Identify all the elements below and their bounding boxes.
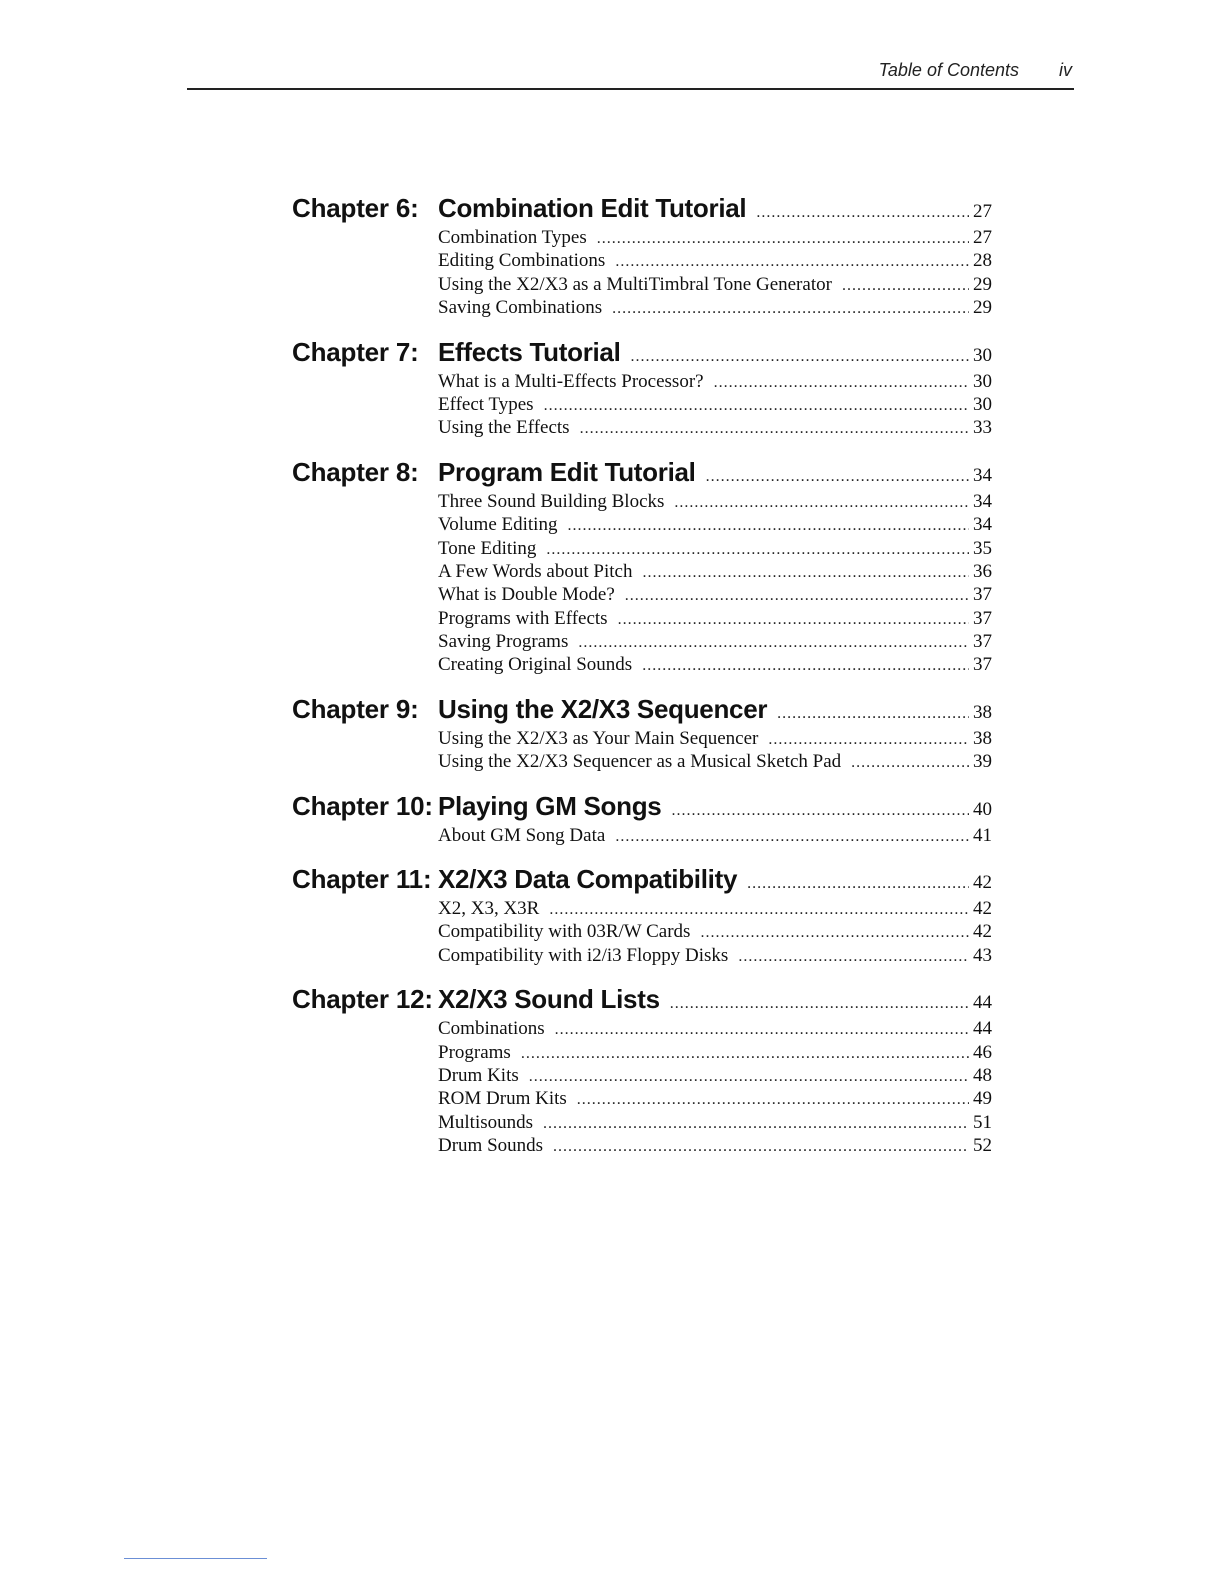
entry-page-number: 39 bbox=[973, 751, 992, 773]
entry-title: Using the Effects bbox=[438, 417, 570, 439]
dot-leader bbox=[851, 754, 969, 772]
dot-leader bbox=[555, 1021, 969, 1039]
running-header bbox=[187, 58, 1074, 90]
dot-leader bbox=[738, 948, 969, 966]
entry-title: About GM Song Data bbox=[438, 824, 606, 846]
header-title: Table of Contents bbox=[878, 60, 1019, 80]
entry-page-number: 30 bbox=[973, 370, 992, 392]
chapter-entries bbox=[438, 825, 992, 848]
chapter-page-number: 38 bbox=[973, 701, 992, 723]
chapter-section bbox=[292, 457, 992, 678]
chapter-page-number: 30 bbox=[973, 344, 992, 366]
entry-title: ROM Drum Kits bbox=[438, 1088, 567, 1110]
entry-page-number: 42 bbox=[973, 921, 992, 943]
chapter-page-number: 42 bbox=[973, 872, 992, 894]
entry-page-number: 34 bbox=[973, 490, 992, 512]
entry-page-number: 37 bbox=[973, 631, 992, 653]
entry-page-number: 27 bbox=[973, 227, 992, 248]
dot-leader bbox=[625, 587, 969, 605]
toc-entry[interactable] bbox=[438, 371, 992, 394]
dot-leader bbox=[671, 802, 969, 820]
entry-page-number: 33 bbox=[973, 417, 992, 439]
chapter-entries bbox=[438, 371, 992, 441]
toc-entry[interactable] bbox=[438, 898, 992, 921]
entry-title: Effect Types bbox=[438, 393, 534, 415]
entry-page-number: 36 bbox=[973, 560, 992, 582]
entry-page-number: 38 bbox=[973, 727, 992, 749]
toc-entry[interactable] bbox=[438, 561, 992, 584]
chapter-section bbox=[292, 864, 992, 968]
chapter-page-number: 34 bbox=[973, 464, 992, 486]
entry-title: Drum Sounds bbox=[438, 1135, 544, 1157]
entry-title: Compatibility with 03R/W Cards bbox=[438, 921, 691, 943]
dot-leader bbox=[549, 901, 969, 919]
chapter-title: Playing GM Songs bbox=[438, 790, 662, 821]
dot-leader bbox=[612, 300, 969, 318]
chapter-label: Chapter 10: bbox=[292, 790, 433, 821]
chapter-heading[interactable] bbox=[292, 337, 992, 371]
entry-title: Saving Combinations bbox=[438, 297, 603, 319]
entry-title: Using the X2/X3 Sequencer as a Musical Sketch Pad bbox=[438, 751, 842, 773]
dot-leader bbox=[597, 230, 969, 248]
entry-title: Three Sound Building Blocks bbox=[438, 490, 665, 512]
chapter-heading[interactable] bbox=[292, 864, 992, 898]
entry-title: What is Double Mode? bbox=[438, 584, 615, 606]
dot-leader bbox=[544, 397, 969, 415]
dot-leader bbox=[700, 924, 969, 942]
toc-entry[interactable] bbox=[438, 227, 992, 250]
toc-entry[interactable] bbox=[438, 514, 992, 537]
dot-leader bbox=[631, 348, 969, 366]
chapter-heading[interactable] bbox=[292, 694, 992, 728]
entry-title: Tone Editing bbox=[438, 537, 537, 559]
chapter-entries bbox=[438, 728, 992, 775]
toc-entry[interactable] bbox=[438, 250, 992, 273]
dot-leader bbox=[674, 494, 969, 512]
chapter-section bbox=[292, 337, 992, 441]
entry-title: Using the X2/X3 as a MultiTimbral Tone Generator bbox=[438, 273, 832, 295]
entry-title: Programs with Effects bbox=[438, 607, 608, 629]
entry-page-number: 35 bbox=[973, 537, 992, 559]
entry-title: What is a Multi-Effects Processor? bbox=[438, 370, 704, 392]
chapter-title: X2/X3 Data Compatibility bbox=[438, 864, 738, 895]
entry-title: Combination Types bbox=[438, 227, 587, 248]
dot-leader bbox=[670, 995, 969, 1013]
toc-entry[interactable] bbox=[438, 297, 992, 320]
dot-leader bbox=[578, 634, 969, 652]
toc-entry[interactable] bbox=[438, 825, 992, 848]
entry-page-number: 48 bbox=[973, 1064, 992, 1086]
entry-page-number: 34 bbox=[973, 514, 992, 536]
chapter-section bbox=[292, 694, 992, 775]
chapter-label: Chapter 11: bbox=[292, 864, 432, 895]
dot-leader bbox=[615, 828, 969, 846]
chapter-heading[interactable] bbox=[292, 791, 992, 825]
chapter-section bbox=[292, 193, 992, 321]
dot-leader bbox=[580, 420, 969, 438]
chapter-section bbox=[292, 984, 992, 1158]
toc-entry[interactable] bbox=[438, 584, 992, 607]
dot-leader bbox=[777, 705, 969, 723]
chapter-label: Chapter 6: bbox=[292, 193, 419, 223]
toc-entry[interactable] bbox=[438, 751, 992, 774]
dot-leader bbox=[747, 875, 969, 893]
chapter-label: Chapter 9: bbox=[292, 693, 419, 724]
toc-entry[interactable] bbox=[438, 631, 992, 654]
entry-title: X2, X3, X3R bbox=[438, 898, 540, 920]
dot-leader bbox=[642, 657, 969, 675]
entry-title: Drum Kits bbox=[438, 1064, 519, 1086]
entry-page-number: 52 bbox=[973, 1135, 992, 1157]
toc-entry[interactable] bbox=[438, 945, 992, 968]
header-page-number: iv bbox=[1059, 60, 1072, 80]
toc-entry[interactable] bbox=[438, 1042, 992, 1065]
dot-leader bbox=[577, 1091, 969, 1109]
toc-entry[interactable] bbox=[438, 491, 992, 514]
toc-entry[interactable] bbox=[438, 394, 992, 417]
entry-page-number: 37 bbox=[973, 607, 992, 629]
chapter-entries bbox=[438, 898, 992, 968]
dot-leader bbox=[706, 468, 969, 486]
dot-leader bbox=[546, 541, 969, 559]
chapter-entries bbox=[438, 227, 992, 321]
dot-leader bbox=[768, 731, 969, 749]
dot-leader bbox=[642, 564, 969, 582]
toc-entry[interactable] bbox=[438, 274, 992, 297]
dot-leader bbox=[567, 517, 969, 535]
chapter-label: Chapter 12: bbox=[292, 984, 433, 1015]
dot-leader bbox=[521, 1045, 969, 1063]
entry-page-number: 28 bbox=[973, 250, 992, 272]
toc-entry[interactable] bbox=[438, 1112, 992, 1135]
entry-page-number: 42 bbox=[973, 898, 992, 920]
entry-page-number: 29 bbox=[973, 297, 992, 319]
toc-entry[interactable] bbox=[438, 1018, 992, 1041]
table-of-contents bbox=[292, 193, 992, 1175]
toc-entry[interactable] bbox=[438, 1065, 992, 1088]
chapter-heading[interactable] bbox=[292, 457, 992, 491]
entry-page-number: 44 bbox=[973, 1018, 992, 1040]
chapter-title: Using the X2/X3 Sequencer bbox=[438, 693, 768, 724]
toc-entry[interactable] bbox=[438, 1135, 992, 1158]
chapter-entries bbox=[438, 1018, 992, 1158]
chapter-page-number: 27 bbox=[973, 201, 992, 222]
entry-page-number: 43 bbox=[973, 944, 992, 966]
entry-page-number: 41 bbox=[973, 824, 992, 846]
chapter-label: Chapter 8: bbox=[292, 456, 419, 487]
toc-entry[interactable] bbox=[438, 921, 992, 944]
entry-title: Using the X2/X3 as Your Main Sequencer bbox=[438, 727, 759, 749]
chapter-title: Effects Tutorial bbox=[438, 336, 621, 367]
toc-entry[interactable] bbox=[438, 728, 992, 751]
entry-title: Editing Combinations bbox=[438, 250, 606, 272]
chapter-label: Chapter 7: bbox=[292, 336, 419, 367]
chapter-title: X2/X3 Sound Lists bbox=[438, 984, 660, 1015]
entry-page-number: 46 bbox=[973, 1041, 992, 1063]
toc-entry[interactable] bbox=[438, 417, 992, 440]
chapter-entries bbox=[438, 491, 992, 678]
chapter-heading[interactable] bbox=[292, 193, 992, 227]
chapter-title: Combination Edit Tutorial bbox=[438, 193, 747, 223]
entry-title: Programs bbox=[438, 1041, 511, 1063]
chapter-title: Program Edit Tutorial bbox=[438, 456, 696, 487]
chapter-page-number: 40 bbox=[973, 798, 992, 820]
entry-page-number: 37 bbox=[973, 654, 992, 676]
dot-leader bbox=[553, 1138, 969, 1156]
page-edge-marker bbox=[124, 1558, 267, 1559]
toc-entry[interactable] bbox=[438, 538, 992, 561]
entry-title: Compatibility with i2/i3 Floppy Disks bbox=[438, 944, 729, 966]
dot-leader bbox=[615, 253, 969, 271]
entry-page-number: 30 bbox=[973, 393, 992, 415]
toc-entry[interactable] bbox=[438, 608, 992, 631]
entry-title: Creating Original Sounds bbox=[438, 654, 633, 676]
dot-leader bbox=[543, 1115, 969, 1133]
entry-page-number: 29 bbox=[973, 273, 992, 295]
entry-page-number: 37 bbox=[973, 584, 992, 606]
entry-page-number: 51 bbox=[973, 1111, 992, 1133]
dot-leader bbox=[756, 204, 969, 222]
dot-leader bbox=[529, 1068, 969, 1086]
dot-leader bbox=[714, 374, 969, 392]
chapter-heading[interactable] bbox=[292, 984, 992, 1018]
chapter-section bbox=[292, 791, 992, 848]
entry-title: Combinations bbox=[438, 1018, 545, 1040]
entry-title: Volume Editing bbox=[438, 514, 558, 536]
chapter-page-number: 44 bbox=[973, 992, 992, 1014]
dot-leader bbox=[618, 611, 969, 629]
dot-leader bbox=[842, 277, 969, 295]
toc-entry[interactable] bbox=[438, 1088, 992, 1111]
entry-title: Saving Programs bbox=[438, 631, 569, 653]
toc-entry[interactable] bbox=[438, 654, 992, 677]
entry-title: Multisounds bbox=[438, 1111, 534, 1133]
entry-page-number: 49 bbox=[973, 1088, 992, 1110]
entry-title: A Few Words about Pitch bbox=[438, 560, 633, 582]
